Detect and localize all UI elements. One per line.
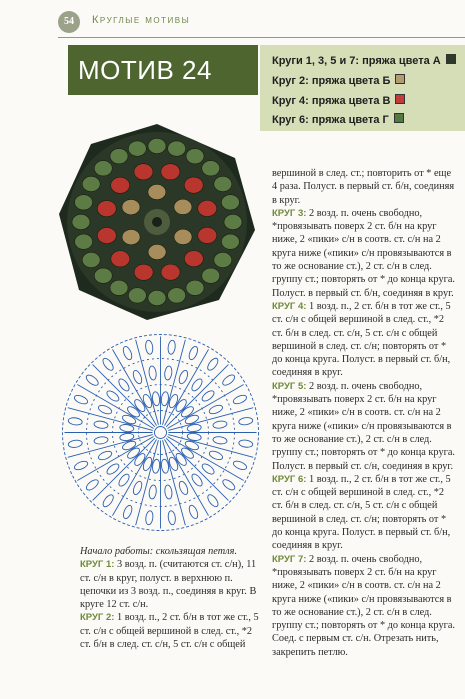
legend-row-c: Круг 4: пряжа цвета В bbox=[272, 94, 405, 107]
start-instruction: Начало работы: скользящая петля. bbox=[80, 546, 238, 557]
color-swatch-c bbox=[395, 94, 405, 104]
yarn-legend bbox=[260, 45, 465, 131]
legend-row-d: Круг 6: пряжа цвета Г bbox=[272, 113, 404, 126]
motif-photo bbox=[57, 122, 257, 322]
round-7: КРУГ 7: 2 возд. п. очень свободно, *провязывать поверх 2 ст. б/н на круг ниже, 2 «пики» с/н в соотв. ст. с/н на 2 круга ниже («пики» с/н провязываются в то же основание ст.), 2 ст. с/н в след. группу ст.; повторять от * до конца круга. Соед. с первым ст. с/н. Отрезать нить, закрепить петлю. bbox=[272, 553, 455, 658]
round-1: КРУГ 1: 3 возд. п. (считаются ст. с/н), 11 ст. с/н в круг, полуст. в верхнюю п. цепочки из 3 возд. п., соединяя в круг. В круге 12 ст. с/н. bbox=[80, 559, 257, 611]
crochet-diagram bbox=[58, 330, 263, 535]
color-swatch-b bbox=[395, 74, 405, 84]
color-swatch-a bbox=[446, 54, 456, 64]
section-title: Круглые мотивы bbox=[92, 14, 191, 26]
round-6: КРУГ 6: 1 возд. п., 2 ст. б/н в тот же ст., 5 ст. с/н с общей вершиной в след. ст., *2 ст. б/н в след. ст. с/н, 5 ст. с/н с общей вершиной в след. ст. с/н; повторять от * до конца круга. Полуст. в первый ст. б/н, соединяя в круг. bbox=[272, 473, 451, 552]
color-swatch-d bbox=[394, 113, 404, 123]
round-2: КРУГ 2: 1 возд. п., 2 ст. б/н в тот же ст., 5 ст. с/н с общей вершиной в след. ст., *2 ст. б/н в след. ст. с/н, 5 ст. с/н с общей bbox=[80, 612, 259, 651]
page-number: 54 bbox=[58, 11, 80, 33]
round-4: КРУГ 4: 1 возд. п., 2 ст. б/н в тот же ст., 5 ст. с/н с общей вершиной в след. ст., *2 ст. б/н в след. ст. с/н, 5 ст. с/н с общей вершиной в след. ст. с/н; повторять от * до конца круга. Полуст. в первый ст. б/н, соединяя в круг. bbox=[272, 300, 451, 379]
legend-row-b: Круг 2: пряжа цвета Б bbox=[272, 74, 405, 87]
header-divider bbox=[58, 37, 465, 38]
round-2-cont: вершиной в след. ст.; повторить от * еще 4 раза. Полуст. в первый ст. б/н, соединяя в круг. bbox=[272, 168, 455, 206]
left-instructions bbox=[80, 545, 260, 651]
legend-row-a: Круги 1, 3, 5 и 7: пряжа цвета А bbox=[272, 54, 456, 67]
page-header bbox=[0, 0, 465, 40]
motif-title: МОТИВ 24 bbox=[78, 55, 212, 85]
motif-title-box bbox=[68, 45, 258, 95]
round-3: КРУГ 3: 2 возд. п. очень свободно, *провязывать поверх 2 ст. б/н на круг ниже, 2 «пики» с/н в соотв. ст. с/н на 2 круга ниже («пики» с/н провязываются в то же основание ст.), 2 ст. с/н в след. группу ст.; повторять от * до конца круга. Полуст. в первый ст. б/н, соединяя в круг. bbox=[272, 207, 455, 299]
right-instructions bbox=[272, 167, 457, 659]
round-5: КРУГ 5: 2 возд. п. очень свободно, *провязывать поверх 2 ст. б/н на круг ниже, 2 «пики» с/н в соотв. ст. с/н на 2 круга ниже («пики» с/н провязываются в то же основание ст.), 2 ст. с/н в след. группу ст.; повторять от * до конца круга. Полуст. в первый ст. с/н, соединяя в круг. bbox=[272, 380, 455, 472]
